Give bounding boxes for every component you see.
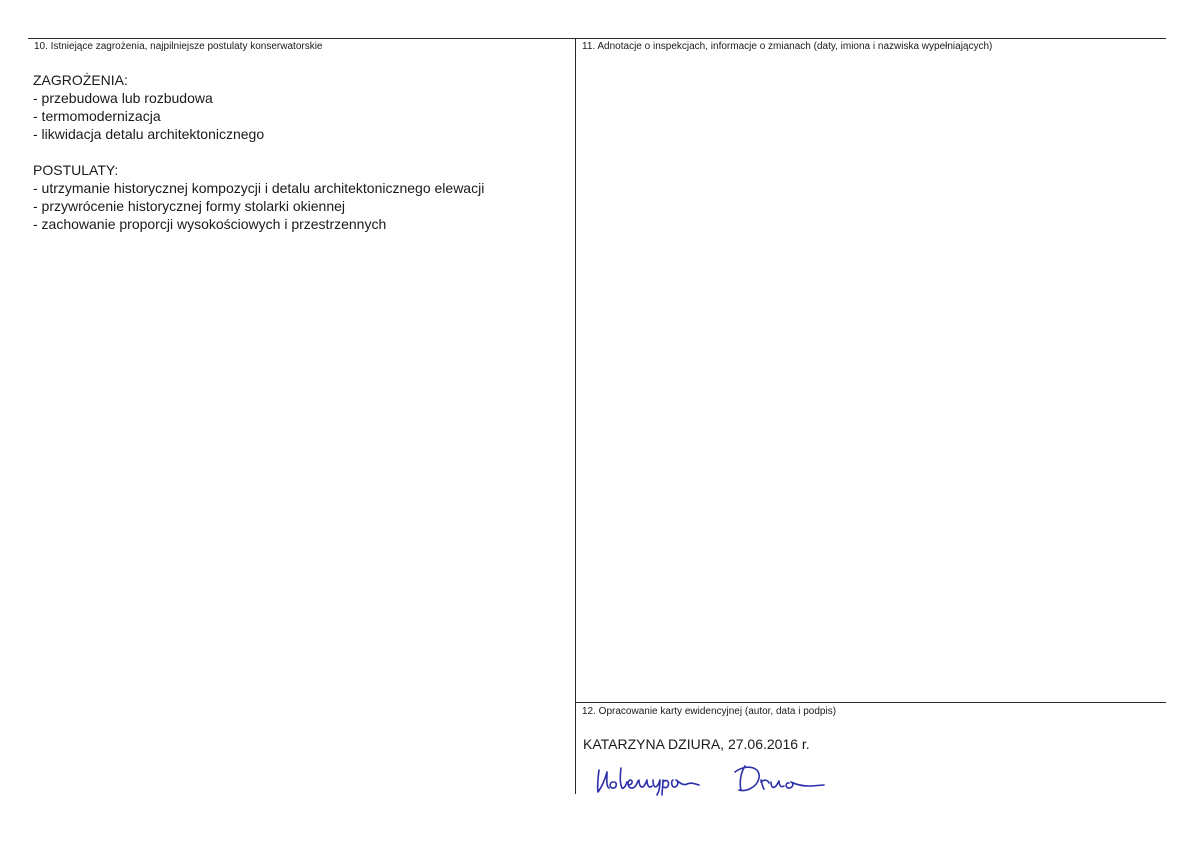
section12-rule	[575, 702, 1166, 703]
threats-heading: ZAGROŻENIA:	[33, 72, 128, 88]
postulate-item: - przywrócenie historycznej formy stolarki okiennej	[33, 198, 345, 214]
top-rule	[28, 38, 1166, 39]
section10-header: 10. Istniejące zagrożenia, najpilniejsze postulaty konserwatorskie	[34, 41, 323, 52]
threats-list	[33, 89, 264, 143]
threats-block	[33, 71, 264, 143]
postulate-item: - zachowanie proporcji wysokościowych i przestrzennych	[33, 216, 387, 232]
postulate-item: - utrzymanie historycznej kompozycji i detalu architektonicznego elewacji	[33, 180, 485, 196]
threat-item: - przebudowa lub rozbudowa	[33, 90, 213, 106]
section12-header: 12. Opracowanie karty ewidencyjnej (autor, data i podpis)	[582, 706, 837, 717]
threat-item: - termomodernizacja	[33, 108, 161, 124]
postulates-block	[33, 161, 484, 233]
signature-image	[595, 758, 825, 796]
postulates-heading: POSTULATY:	[33, 162, 119, 178]
section11-header: 11. Adnotacje o inspekcjach, informacje o zmianach (daty, imiona i nazwiska wypełniających)	[582, 41, 993, 52]
threat-item: - likwidacja detalu architektonicznego	[33, 126, 265, 142]
postulates-list	[33, 179, 484, 233]
column-divider	[575, 38, 576, 794]
author-date-line: KATARZYNA DZIURA, 27.06.2016 r.	[583, 736, 810, 752]
